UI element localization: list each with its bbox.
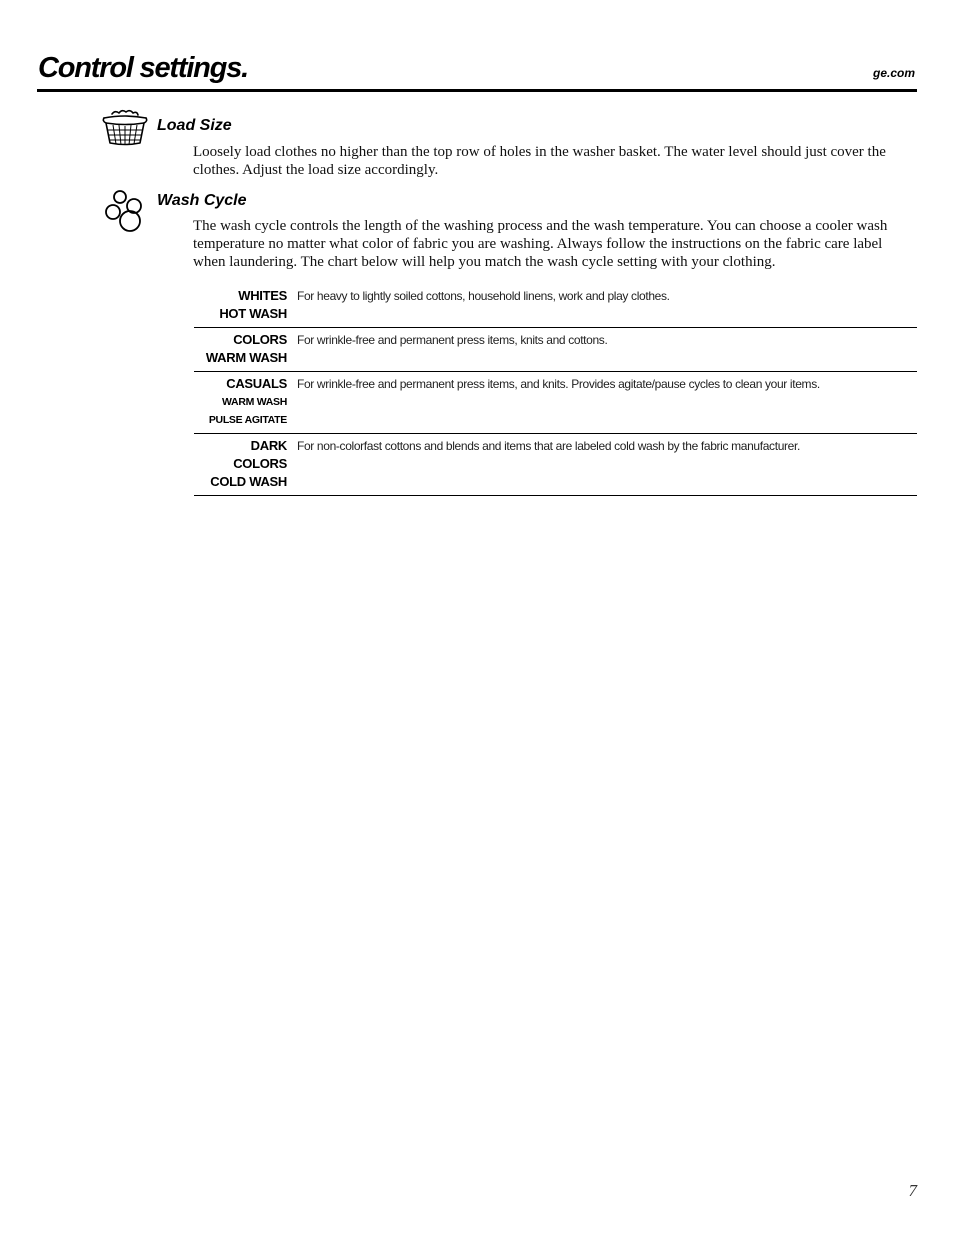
- cycle-temp: WARM WASH: [222, 396, 287, 408]
- cycle-description: For heavy to lightly soiled cottons, household linens, work and play clothes.: [297, 289, 670, 303]
- cycle-name: WHITES: [238, 288, 287, 303]
- page-title: Control settings.: [38, 52, 248, 84]
- cycle-row-dark-colors: [194, 434, 917, 496]
- cycle-label: [194, 437, 287, 491]
- wash-cycle-chart: [194, 287, 917, 496]
- cycle-temp: COLD WASH: [210, 474, 287, 489]
- cycle-description: For wrinkle-free and permanent press items, and knits. Provides agitate/pause cycles to clean your items.: [297, 377, 820, 391]
- bubbles-icon: [103, 188, 149, 232]
- page-number: 7: [908, 1181, 917, 1200]
- header-rule: [37, 89, 917, 92]
- cycle-row-whites: [194, 287, 917, 328]
- cycle-name: CASUALS: [226, 376, 287, 391]
- site-url: ge.com: [872, 66, 915, 80]
- cycle-extra: PULSE AGITATE: [208, 414, 287, 426]
- laundry-basket-icon: [101, 109, 149, 147]
- cycle-description: For non-colorfast cottons and blends and items that are labeled cold wash by the fabric manufacturer.: [297, 439, 800, 453]
- cycle-name: DARK COLORS: [233, 438, 287, 471]
- wash-cycle-heading: Wash Cycle: [157, 192, 247, 209]
- cycle-name: COLORS: [233, 332, 287, 347]
- cycle-row-colors: [194, 328, 917, 372]
- load-size-heading: Load Size: [157, 117, 232, 134]
- cycle-label: [194, 331, 287, 367]
- cycle-label: [194, 287, 287, 323]
- load-size-body: Loosely load clothes no higher than the top row of holes in the washer basket. The water level should just cover the clothes. Adjust the load size accordingly.: [193, 144, 886, 179]
- cycle-label: [194, 375, 287, 429]
- cycle-row-casuals: [194, 372, 917, 434]
- cycle-description: For wrinkle-free and permanent press items, knits and cottons.: [297, 333, 608, 347]
- cycle-temp: WARM WASH: [205, 350, 287, 365]
- cycle-temp: HOT WASH: [219, 306, 287, 321]
- wash-cycle-body: The wash cycle controls the length of the washing process and the wash temperature. You can choose a cooler wash temperature no matter what color of fabric you are washing. Always follow the instructions on the fabric care label when laundering. The chart below will help you match the wash cycle setting with your clothing.: [193, 218, 888, 271]
